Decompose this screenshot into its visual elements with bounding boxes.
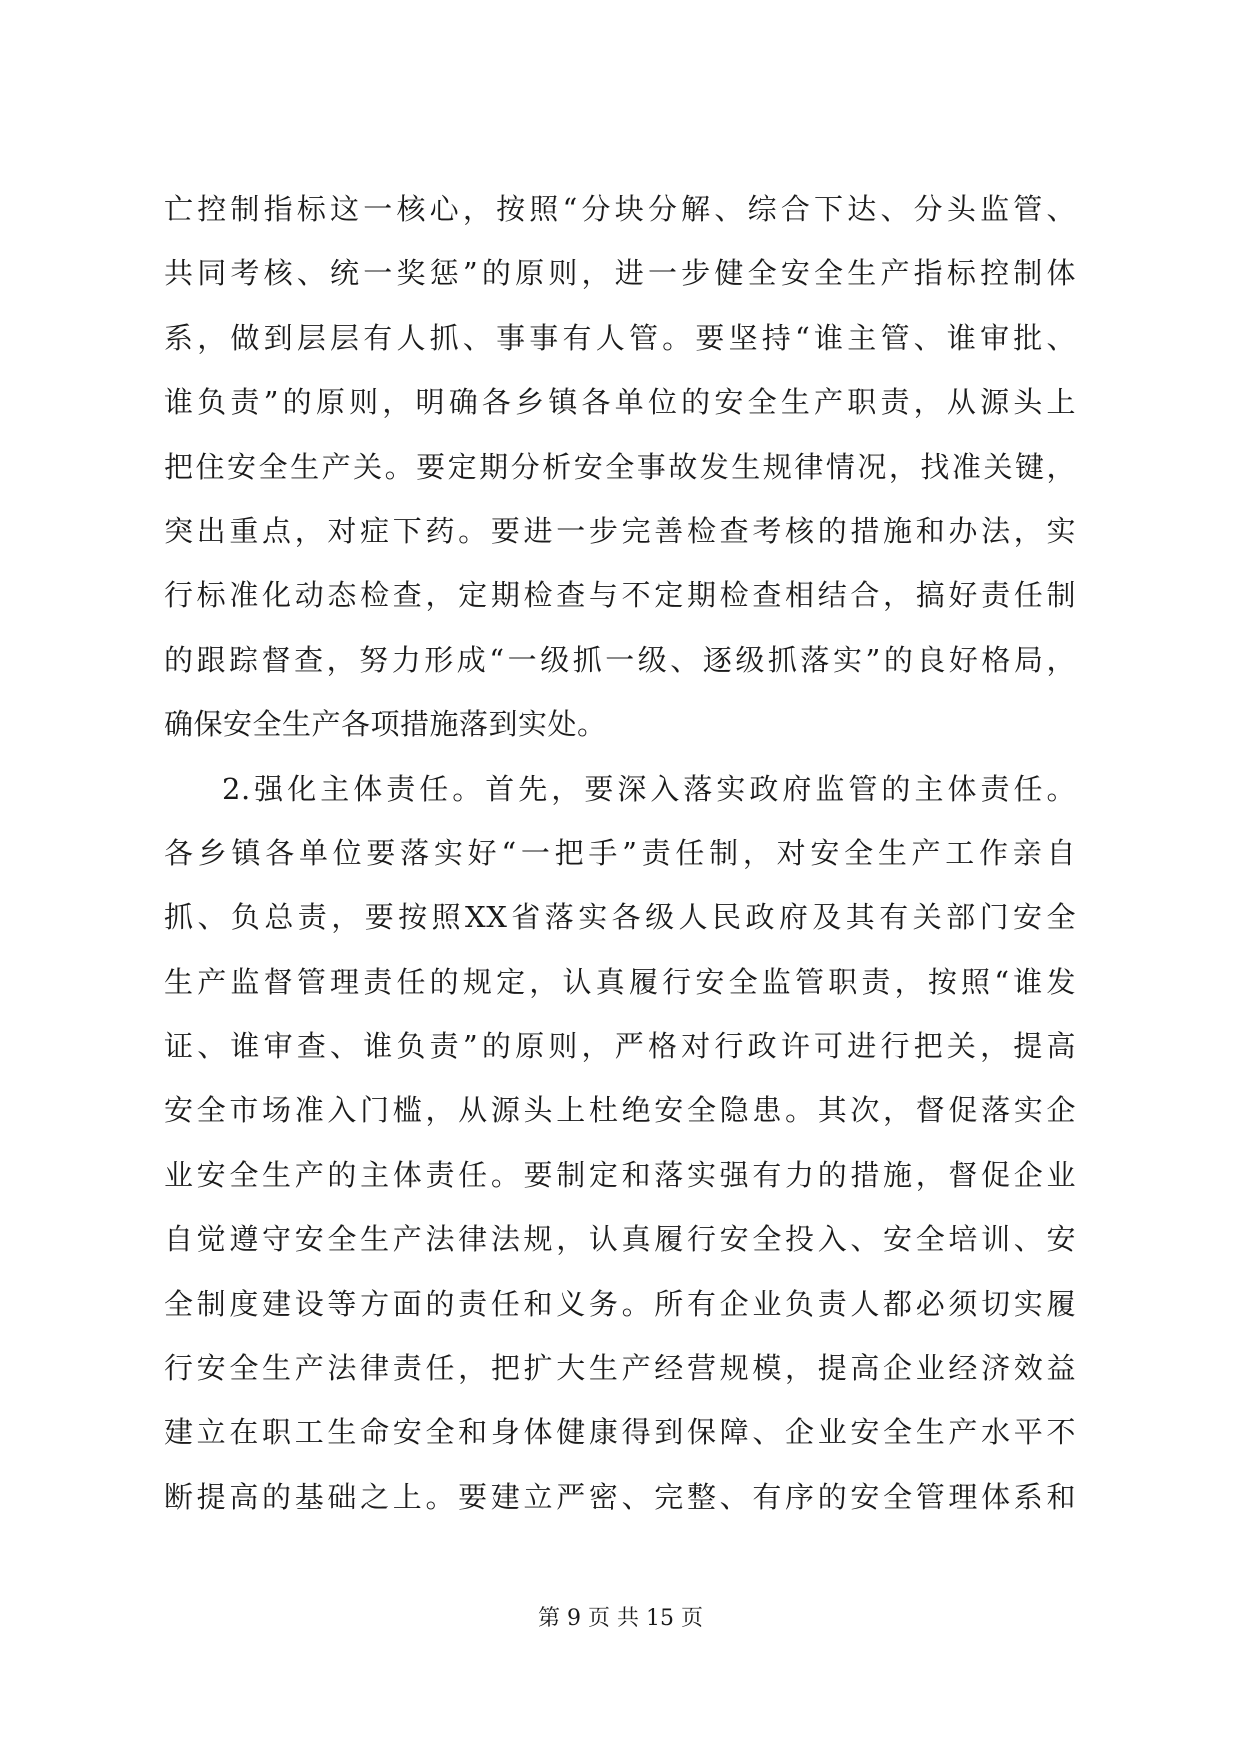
text-line: 抓、负总责，要按照XX省落实各级人民政府及其有关部门安全 — [164, 900, 1076, 935]
text-line: 全制度建设等方面的责任和义务。所有企业负责人都必须切实履 — [164, 1286, 1076, 1321]
text-line: 把住安全生产关。要定期分析安全事故发生规律情况，找准关键， — [164, 449, 1076, 484]
text-line: 行安全生产法律责任，把扩大生产经营规模，提高企业经济效益 — [164, 1351, 1076, 1386]
paragraph-2 — [164, 757, 1076, 1530]
text-line: 确保安全生产各项措施落到实处。 — [164, 707, 607, 742]
text-line: 突出重点，对症下药。要进一步完善检查考核的措施和办法，实 — [164, 513, 1076, 548]
text-line: 安全市场准入门槛，从源头上杜绝安全隐患。其次，督促落实企 — [164, 1093, 1076, 1128]
text-line: 亡控制指标这一核心，按照“分块分解、综合下达、分头监管、 — [164, 192, 1076, 226]
page-footer — [0, 1604, 1241, 1634]
text-line: 共同考核、统一奖惩”的原则，进一步健全安全生产指标控制体 — [164, 256, 1076, 291]
body-text — [164, 177, 1076, 1529]
text-line: 证、谁审查、谁负责”的原则，严格对行政许可进行把关，提高 — [164, 1029, 1076, 1064]
paragraph-1 — [164, 177, 1076, 757]
text-line: 行标准化动态检查，定期检查与不定期检查相结合，搞好责任制 — [164, 578, 1076, 613]
text-line: 的跟踪督查，努力形成“一级抓一级、逐级抓落实”的良好格局， — [164, 642, 1076, 677]
text-line: 建立在职工生命安全和身体健康得到保障、企业安全生产水平不 — [164, 1415, 1076, 1450]
text-line: 谁负责”的原则，明确各乡镇各单位的安全生产职责，从源头上 — [164, 385, 1076, 420]
text-line: 业安全生产的主体责任。要制定和落实强有力的措施，督促企业 — [164, 1157, 1076, 1192]
page-number-label: 第 9 页 共 15 页 — [538, 1606, 703, 1631]
text-line: 断提高的基础之上。要建立严密、完整、有序的安全管理体系和 — [164, 1479, 1076, 1514]
text-line: 系，做到层层有人抓、事事有人管。要坚持“谁主管、谁审批、 — [164, 320, 1076, 355]
text-line: 生产监督管理责任的规定，认真履行安全监管职责，按照“谁发 — [164, 964, 1076, 999]
text-line: 2.强化主体责任。首先，要深入落实政府监管的主体责任。 — [222, 771, 1076, 806]
text-line: 各乡镇各单位要落实好“一把手”责任制，对安全生产工作亲自 — [164, 835, 1076, 870]
text-line: 自觉遵守安全生产法律法规，认真履行安全投入、安全培训、安 — [164, 1222, 1076, 1257]
